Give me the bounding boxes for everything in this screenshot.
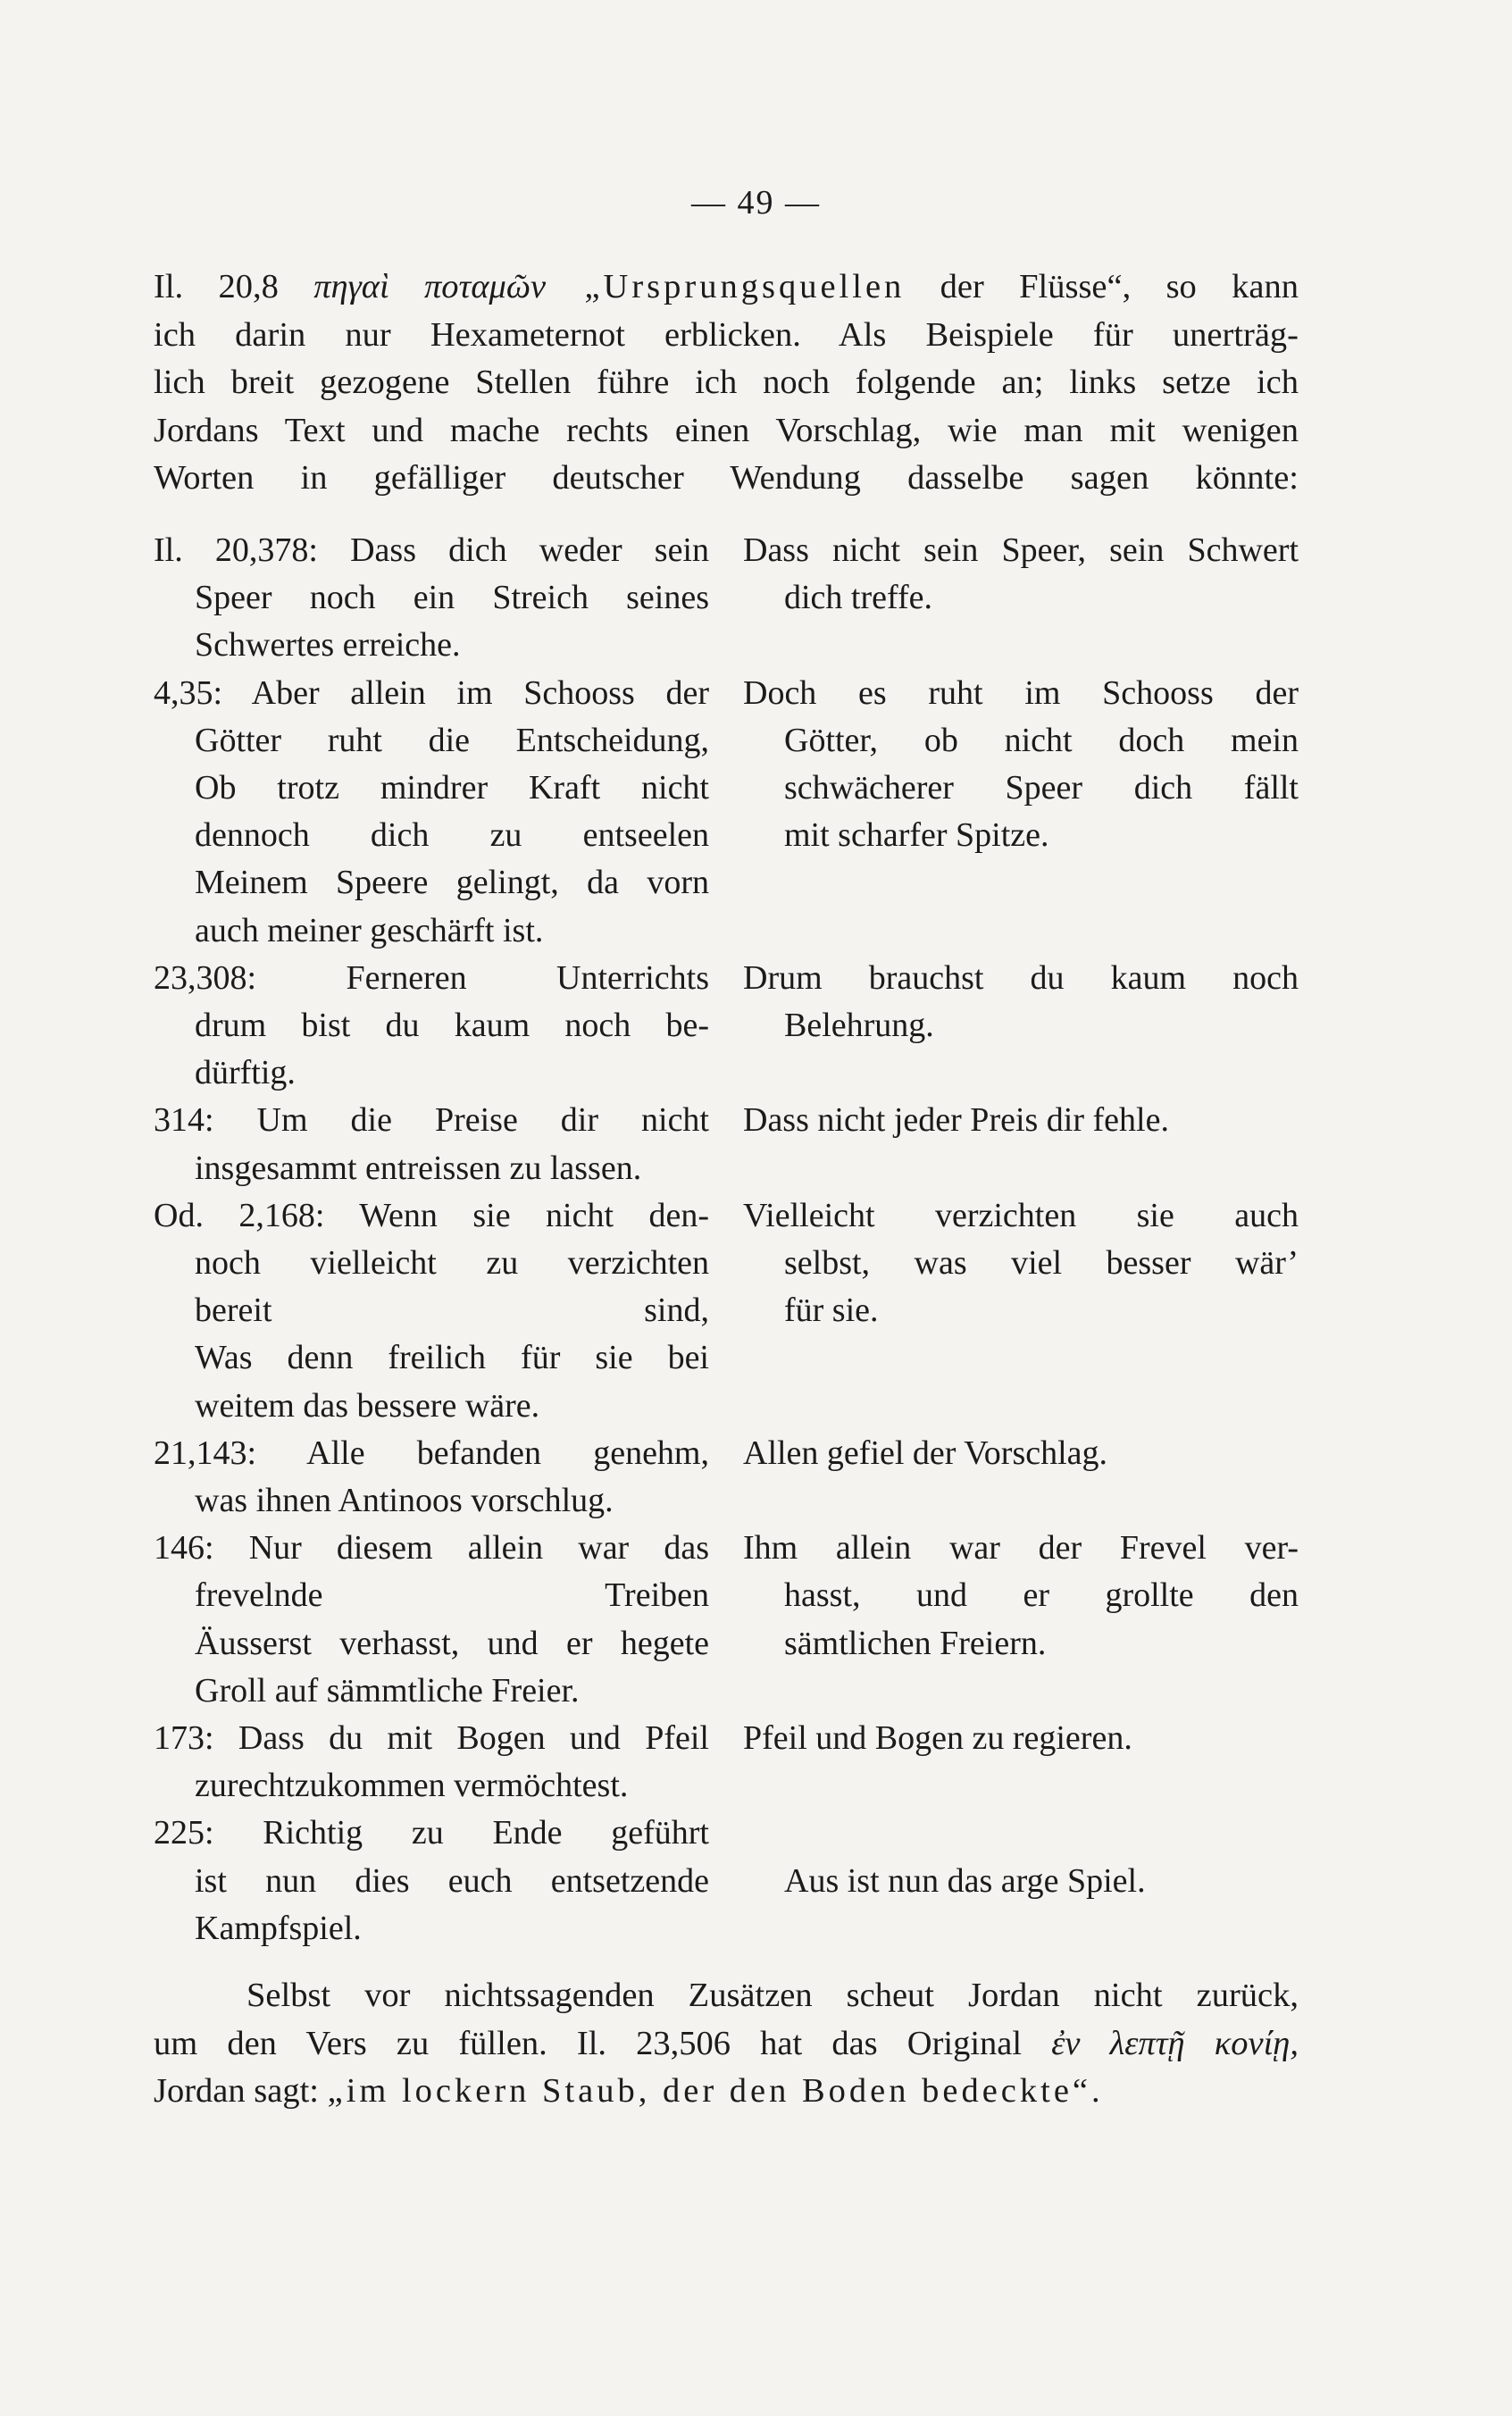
proposal-text: [743, 1430, 1299, 1525]
proposal-line: mit scharfer Spitze.: [784, 816, 1049, 855]
proposal-line: hasst, und er grollte den: [784, 1576, 1299, 1615]
comparison-row: [154, 1097, 1299, 1191]
comparison-row: [154, 955, 1299, 1098]
jordan-text: [154, 670, 709, 955]
jordan-line: dennoch dich zu entseelen: [195, 816, 709, 855]
jordan-line-ref: 173: Dass du mit Bogen und Pfeil: [154, 1719, 709, 1758]
proposal-line: [743, 1810, 1299, 1857]
spaced-quote: „im lockern Staub, der den Boden bedeckte“.: [327, 2072, 1104, 2110]
intro-line: [154, 263, 1299, 312]
jordan-line: ist nun dies euch entsetzende: [195, 1861, 709, 1900]
jordan-line: noch vielleicht zu verzichten: [195, 1244, 709, 1283]
jordan-line: zurechtzukommen vermöchtest.: [195, 1767, 629, 1805]
jordan-line: weitem das bessere wäre.: [195, 1386, 540, 1425]
reference: Il. 20,8: [154, 268, 314, 305]
jordan-text: [154, 1430, 709, 1525]
jordan-line: insgesammt entreissen zu lassen.: [195, 1149, 642, 1187]
proposal-line: Allen gefiel der Vorschlag.: [743, 1434, 1108, 1472]
jordan-line: Was denn freilich für sie bei: [195, 1339, 709, 1377]
proposal-text: [743, 670, 1299, 955]
jordan-line: frevelnde Treiben: [195, 1576, 709, 1615]
proposal-line: Aus ist nun das arge Spiel.: [784, 1861, 1146, 1900]
proposal-text: [743, 1525, 1299, 1715]
jordan-line-ref: 23,308: Ferneren Unterrichts: [154, 958, 709, 997]
jordan-text: [154, 1810, 709, 1952]
proposal-line: Götter, ob nicht doch mein: [784, 721, 1299, 759]
proposal-line: Belehrung.: [784, 1007, 934, 1045]
jordan-line-ref: 225: Richtig zu Ende geführt: [154, 1814, 709, 1852]
greek-phrase: ἐν λεπτῇ κονίῃ,: [1051, 2024, 1299, 2062]
jordan-line: Meinem Speere gelingt, da vorn: [195, 864, 709, 902]
proposal-line: schwächerer Speer dich fällt: [784, 769, 1299, 807]
jordan-line-ref: Od. 2,168: Wenn sie nicht den-: [154, 1196, 709, 1234]
intro-line: ich darin nur Hexameternot erblicken. Als Beispiele für unerträg-: [154, 315, 1299, 354]
proposal-line: Doch es ruht im Schooss der: [743, 673, 1299, 712]
jordan-line: Groll auf sämmtliche Freier.: [195, 1671, 580, 1710]
proposal-line: Ihm allein war der Frevel ver-: [743, 1529, 1299, 1567]
proposal-line: Drum brauchst du kaum noch: [743, 958, 1299, 997]
comparison-row: [154, 1430, 1299, 1525]
jordan-line: auch meiner geschärft ist.: [195, 911, 544, 949]
outro-line: [154, 2020, 1299, 2069]
jordan-line: Ob trotz mindrer Kraft nicht: [195, 769, 709, 807]
jordan-line-ref: Il. 20,378: Dass dich weder sein: [154, 531, 709, 569]
proposal-text: [743, 1810, 1299, 1952]
page-number: — 49 —: [691, 184, 821, 222]
jordan-line: Kampfspiel.: [195, 1909, 362, 1947]
jordan-line: Äusserst verhasst, und er hegete: [195, 1624, 709, 1662]
jordan-line: Götter ruht die Entscheidung,: [195, 721, 709, 759]
comparison-row: [154, 1810, 1299, 1952]
proposal-line: Dass nicht jeder Preis dir fehle.: [743, 1101, 1169, 1140]
proposal-line: sämtlichen Freiern.: [784, 1624, 1047, 1662]
jordan-text: [154, 1097, 709, 1191]
jordan-line: Schwertes erreiche.: [195, 626, 461, 665]
proposal-text: [743, 1192, 1299, 1430]
intro-line: Jordans Text und mache rechts einen Vorschlag, wie man mit wenigen: [154, 411, 1299, 449]
jordan-line: dürftig.: [195, 1054, 296, 1092]
jordan-line: Speer noch ein Streich seines: [195, 579, 709, 617]
comparison-row: [154, 1192, 1299, 1430]
proposal-line: Dass nicht sein Speer, sein Schwert: [743, 531, 1299, 569]
intro-line: Worten in gefälliger deutscher Wendung dasselbe sagen könnte:: [154, 459, 1299, 497]
jordan-line: bereit sind,: [195, 1292, 709, 1330]
proposal-text: [743, 1097, 1299, 1191]
comparison-row: [154, 1525, 1299, 1715]
intro-text: der Flüsse“, so kann: [905, 268, 1299, 305]
jordan-text: [154, 527, 709, 670]
proposal-text: [743, 955, 1299, 1098]
outro-text: um den Vers zu füllen. Il. 23,506 hat das Original: [154, 2024, 1052, 2062]
proposal-line: für sie.: [784, 1292, 879, 1330]
comparison-row: [154, 527, 1299, 670]
intro-line: lich breit gezogene Stellen führe ich noch folgende an; links setze ich: [154, 364, 1299, 401]
comparison-list: [154, 527, 1299, 1952]
jordan-line: was ihnen Antinoos vorschlug.: [195, 1482, 614, 1520]
closing-paragraph: [154, 1972, 1299, 2116]
jordan-text: [154, 1192, 709, 1430]
outro-line: Selbst vor nichtssagenden Zusätzen scheut Jordan nicht zurück,: [246, 1977, 1299, 2014]
proposal-text: [743, 1715, 1299, 1810]
proposal-line: selbst, was viel besser wär’: [784, 1244, 1299, 1283]
intro-paragraph: [154, 263, 1299, 503]
jordan-line-ref: 314: Um die Preise dir nicht: [154, 1101, 709, 1140]
jordan-text: [154, 955, 709, 1098]
jordan-text: [154, 1525, 709, 1715]
comparison-row: [154, 1715, 1299, 1810]
comparison-row: [154, 670, 1299, 955]
outro-text: Jordan sagt:: [154, 2072, 328, 2110]
greek-phrase: πηγαὶ ποταμῶν: [313, 268, 547, 305]
jordan-line: drum bist du kaum noch be-: [195, 1007, 709, 1045]
proposal-line: Vielleicht verzichten sie auch: [743, 1196, 1299, 1234]
jordan-text: [154, 1715, 709, 1810]
proposal-line: dich treffe.: [784, 579, 932, 617]
jordan-line-ref: 21,143: Alle befanden genehm,: [154, 1434, 709, 1472]
spaced-phrase: „Ursprungsquellen: [546, 268, 906, 305]
jordan-line-ref: 4,35: Aber allein im Schooss der: [154, 673, 709, 712]
outro-line: [154, 2068, 1299, 2116]
proposal-line: Pfeil und Bogen zu regieren.: [743, 1719, 1132, 1758]
jordan-line-ref: 146: Nur diesem allein war das: [154, 1529, 709, 1567]
proposal-text: [743, 527, 1299, 670]
